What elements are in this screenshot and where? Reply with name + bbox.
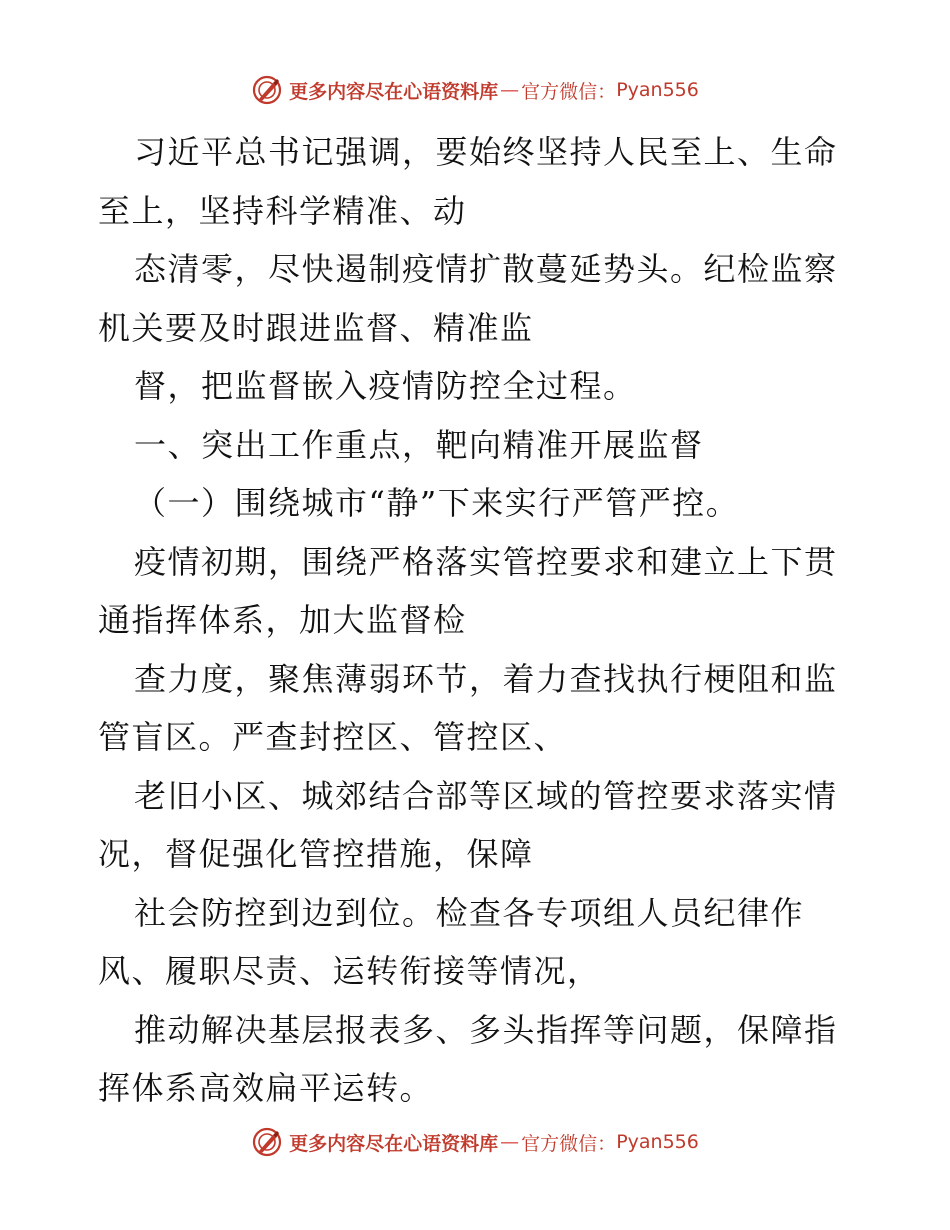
- footer-wechat-id: Pyan556: [616, 1131, 699, 1153]
- header-site-text: 更多内容尽在心语资料库: [289, 80, 499, 103]
- body-line: 推动解决基层报表多、多头指挥等问题，保障指: [134, 1010, 838, 1049]
- header-wechat-id: Pyan556: [616, 79, 699, 101]
- body-line: 机关要及时跟进监督、精准监: [98, 308, 534, 347]
- body-line: 社会防控到边到位。检查各专项组人员纪律作: [134, 893, 805, 932]
- body-line: 老旧小区、城郊结合部等区域的管控要求落实情: [134, 776, 838, 815]
- body-line: 挥体系高效扁平运转。: [98, 1069, 434, 1107]
- body-line: 风、履职尽责、运转衔接等情况，: [98, 952, 601, 990]
- header-watermark-banner: [0, 70, 950, 110]
- pen-logo-icon: [251, 1126, 283, 1158]
- footer-official-label: 官方微信：: [521, 1132, 617, 1155]
- footer-watermark-banner: [0, 1122, 950, 1162]
- body-line: 疫情初期，围绕严格落实管控要求和建立上下贯: [134, 542, 838, 581]
- document-body: [98, 123, 858, 1118]
- body-line: 查力度，聚焦薄弱环节，着力查找执行梗阻和监: [134, 659, 838, 698]
- header-separator: —: [500, 79, 520, 101]
- body-line: 态清零，尽快遏制疫情扩散蔓延势头。纪检监察: [134, 250, 838, 288]
- header-official-label: 官方微信：: [521, 80, 617, 103]
- footer-separator: —: [500, 1131, 520, 1153]
- body-line: 况，督促强化管控措施，保障: [98, 835, 534, 873]
- pen-logo-icon: [251, 74, 283, 106]
- body-line: 管盲区。严查封控区、管控区、: [98, 718, 568, 756]
- body-line: 通指挥体系，加大监督检: [98, 601, 467, 639]
- section-heading: 一、突出工作重点，靶向精准开展监督: [134, 425, 704, 464]
- body-line: 习近平总书记强调，要始终坚持人民至上、生命: [134, 133, 838, 171]
- body-line: 督，把监督嵌入疫情防控全过程。: [134, 367, 637, 405]
- body-line: 至上，坚持科学精准、动: [98, 191, 467, 230]
- subsection-heading: （一）围绕城市“静”下来实行严管严控。: [134, 484, 740, 522]
- footer-site-text: 更多内容尽在心语资料库: [289, 1132, 499, 1155]
